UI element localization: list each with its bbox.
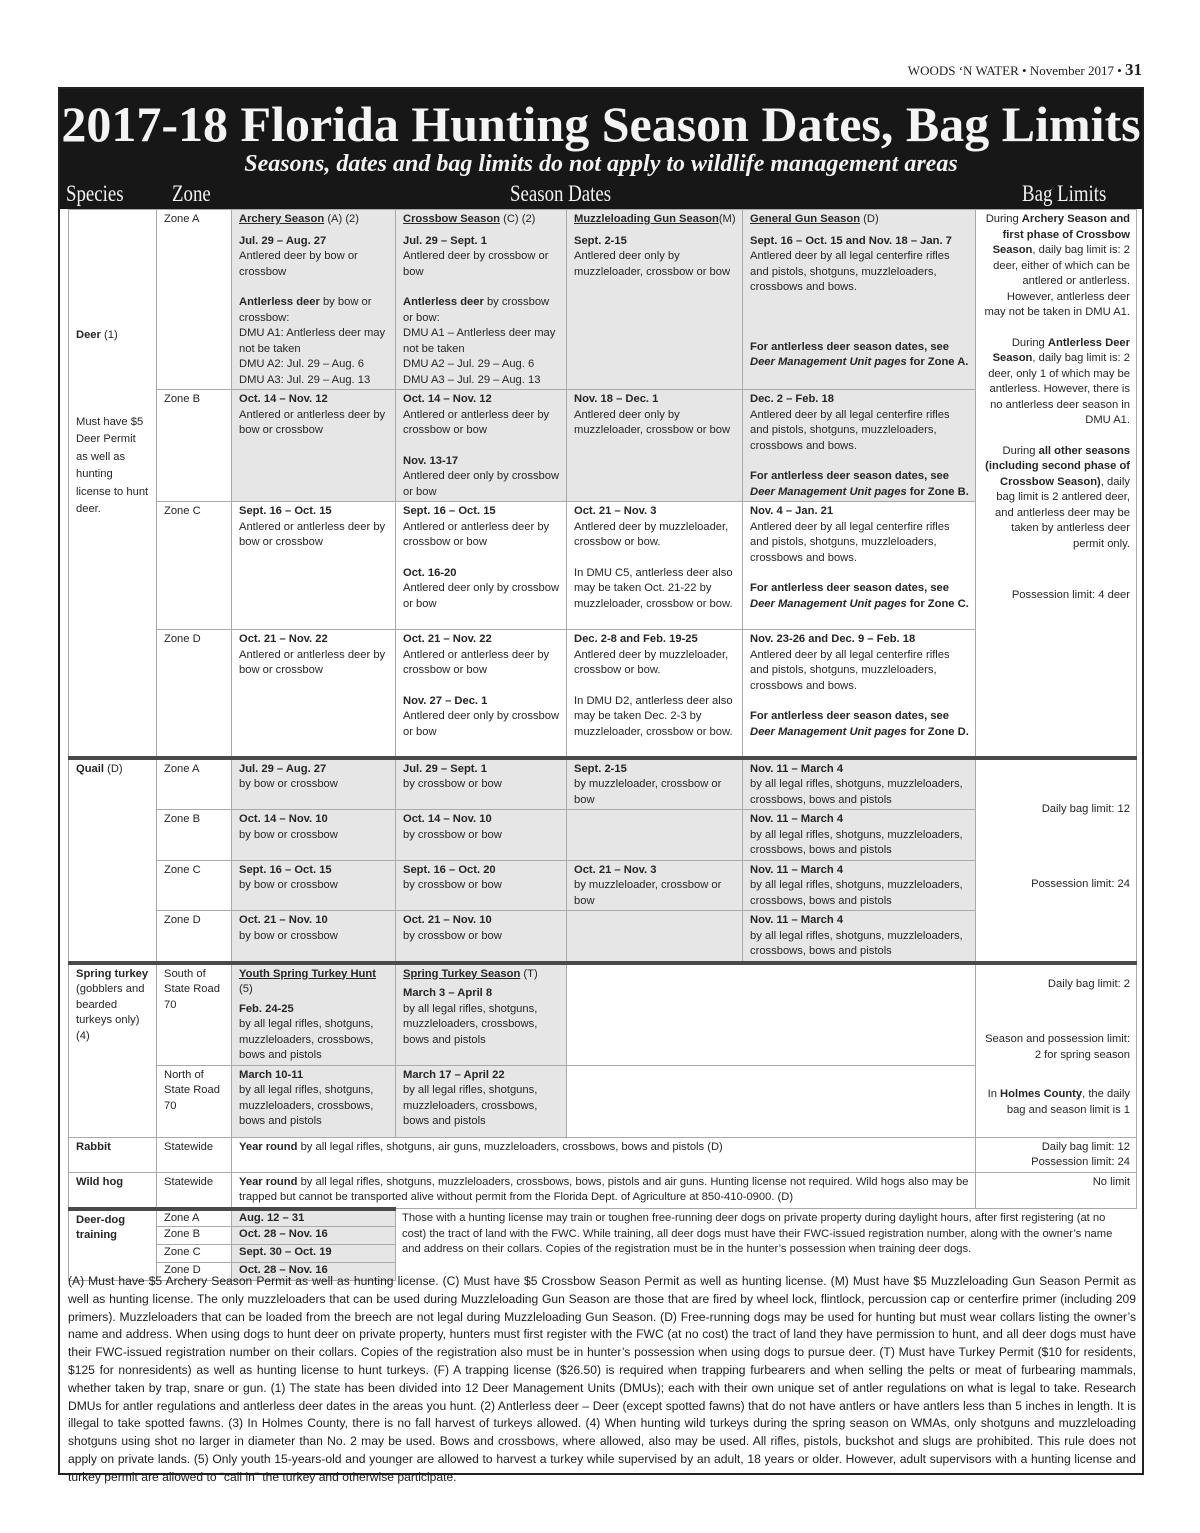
dog-training-note: Those with a hunting license may train or toughen free-running deer dogs on private property during daylight hours, after first registering (at no cost) the tract of land with the FWC. While training, all deer dogs must have their FWC-issued registration number, along with the owner’s name and address on their collars. Copies of the registration must be in the hunter’s possession when training deer dogs. xyxy=(402,1212,1113,1255)
training-dates: Oct. 28 – Nov. 16 xyxy=(232,1227,396,1245)
youth-hunt-cell: March 10-11 by all legal rifles, shotguns, muzzleloaders, crossbows, bows and pistols xyxy=(232,1065,396,1137)
hog-season-cell: Year round by all legal rifles, shotguns, muzzleloaders, crossbows, bows, pistols and air guns. Hunting license not required. Wild hogs also may be trapped but cannot be transported alive without permit from the Florida Dept. of Agriculture at 850-410-0900. (D) xyxy=(232,1172,976,1209)
season-table xyxy=(68,209,1137,1281)
holmes-county-limit: In Holmes County, the daily bag and season limit is 1 xyxy=(987,1088,1130,1116)
dmu-a1-rule: DMU A1 – Antlerless deer may not be taken xyxy=(403,327,556,355)
archery-season-code: (A) (2) xyxy=(327,213,360,225)
rabbit-row xyxy=(69,1137,1137,1172)
species-description: (gobblers and bearded turkeys only) xyxy=(76,983,145,1026)
page-title: 2017-18 Florida Hunting Season Dates, Bag Limits xyxy=(61,96,1141,152)
quail-zone-a-row xyxy=(69,758,1137,810)
crossbow-cell: Oct. 14 – Nov. 12 Antlered or antlerless deer by crossbow or bow Nov. 13-17 Antlered deer only by crossbow or bow xyxy=(396,390,567,502)
muzzleloading-cell: Oct. 21 – Nov. 3 by muzzleloader, crossbow or bow xyxy=(567,860,743,911)
spring-season-cell: Spring Turkey Season (T) March 3 – April 8 by all legal rifles, shotguns, muzzleloaders, crossbows, bows and pistols xyxy=(396,963,567,1066)
species-name: Deer xyxy=(76,329,101,341)
training-dates: Sept. 30 – Oct. 19 xyxy=(232,1245,396,1263)
species-name: Deer-dog training xyxy=(69,1209,157,1281)
spring-season-heading: Spring Turkey Season xyxy=(403,967,521,980)
crossbow-cell: Oct. 14 – Nov. 10 by crossbow or bow xyxy=(396,810,567,861)
hunting-season-chart xyxy=(58,87,1144,1484)
general-gun-cell: Dec. 2 – Feb. 18 Antlered deer by all legal centerfire rifles and pistols, shotguns, muzzleloaders, crossbows and bows. For antlerless deer season dates, see Deer Management Unit pages for Zone B. xyxy=(743,390,976,502)
turkey-south-row xyxy=(69,963,1137,1066)
muzzleloading-cell: Dec. 2-8 and Feb. 19-25 Antlered deer by muzzleloader, crossbow or bow. In DMU D2, antlerless deer also may be taken Dec. 2-3 by muzzleloader, crossbow or bow. xyxy=(567,630,743,758)
zone-label: Zone B xyxy=(157,810,232,861)
muzzleloading-cell: Nov. 18 – Dec. 1 Antlered deer only by muzzleloader, crossbow or bow xyxy=(567,390,743,502)
youth-hunt-cell: Youth Spring Turkey Hunt (5) Feb. 24-25 by all legal rifles, shotguns, muzzleloaders, crossbows, bows and pistols xyxy=(232,963,396,1066)
season-dates: Sept. 2-15 xyxy=(574,234,627,247)
season-desc: Antlered deer by crossbow or bow xyxy=(403,250,549,278)
species-footnote: (D) xyxy=(107,762,123,775)
general-gun-cell xyxy=(743,210,976,390)
archery-cell: Oct. 14 – Nov. 10 by bow or crossbow xyxy=(232,810,396,861)
bag-paragraph-3: During all other seasons (including second phase of Crossbow Season), daily bag limit is 2 antlered deer, and antlerless deer may be taken by antlerless deer permit only. xyxy=(985,444,1130,550)
daily-bag-limit: Daily bag limit: 12 xyxy=(1041,1140,1130,1153)
dmu-reference-note: For antlerless deer season dates, see Deer Management Unit pages for Zone C. xyxy=(750,582,969,610)
spring-season-code: (T) xyxy=(523,967,538,980)
crossbow-cell: Oct. 21 – Nov. 22 Antlered or antlerless deer by crossbow or bow Nov. 27 – Dec. 1 Antlered deer only by crossbow or bow xyxy=(396,630,567,758)
crossbow-season-heading: Crossbow Season xyxy=(403,213,500,225)
hog-bag-limit: No limit xyxy=(976,1172,1137,1209)
dog-zone-a-row xyxy=(69,1209,1137,1227)
deer-bag-limits xyxy=(976,210,1137,758)
antlerless-line: Antlerless deer by crossbow or bow: xyxy=(403,296,550,324)
zone-label: Statewide xyxy=(157,1137,232,1172)
dmu-reference-note: For antlerless deer season dates, see Deer Management Unit pages for Zone D. xyxy=(750,710,969,738)
zone-label: Statewide xyxy=(157,1172,232,1209)
muzzleloading-season-code: (M) xyxy=(718,213,736,225)
zone-label: Zone B xyxy=(157,390,232,502)
archery-cell: Oct. 21 – Nov. 10 by bow or crossbow xyxy=(232,911,396,963)
youth-hunt-code: (5) xyxy=(239,983,253,995)
zone-label: North of State Road 70 xyxy=(157,1065,232,1137)
page-subtitle: Seasons, dates and bag limits do not apply to wildlife management areas xyxy=(244,151,958,177)
dmu-a2-rule: DMU A2: Jul. 29 – Aug. 6 xyxy=(239,358,364,370)
archery-cell xyxy=(232,210,396,390)
crossbow-cell: Sept. 16 – Oct. 20 by crossbow or bow xyxy=(396,860,567,911)
archery-cell: Oct. 14 – Nov. 12 Antlered or antlerless deer by bow or crossbow xyxy=(232,390,396,502)
zone-label: Zone C xyxy=(157,860,232,911)
footnotes: (A) Must have $5 Archery Season Permit as well as hunting license. (C) Must have $5 Crossbow Season Permit as well as hunting license. (M) Must have $5 Muzzleloading Gun Season Permit as well as hunting license. The only muzzleloaders that can be used during Muzzleloading Gun Season are those that are fired by wheel lock, flintlock, percussion cap or centerfire primer (including 209 primers). Muzzleloaders that can be loaded from the breech are not legal during Muzzleloading Gun Season. (D) Free-running dogs may be used for hunting but must wear collars listing the owner’s name and address. When using dogs to hunt deer on private property, hunters must first register with the FWC (at no cost) the tract of land they have permission to hunt, and all deer dogs must have their FWC-issued registration number on their collars. Copies of the registration also must be in hunter’s possession when using dogs to pursue deer. (T) Must have Turkey Permit ($10 for residents, $125 for nonresidents) as well as hunting license to hunt turkeys. (F) A trapping license ($26.50) is required when trapping furbearers and when selling the pelts or meat of furbearing mammals, whether taken by trap, snare or gun. (1) The state has been divided into 12 Deer Management Units (DMUs); each with their own unique set of antler regulations on what is legal to take. Research DMUs for antler regulations and antlerless deer dates in the areas you hunt. (2) Antlerless deer – Deer (except spotted fawns) that do not have antlers or have antlers less than 5 inches in length. It is illegal to take spotted fawns. (3) In Holmes County, there is no fall harvest of turkeys allowed. (4) When hunting wild turkeys during the spring season on WMAs, only shotguns and muzzleloading shotguns using shot no larger in diameter than No. 2 may be used. Bows and crossbows, where allowed, also may be used. All rifles, pistols, buckshot and slugs are prohibited. This rule does not apply on private lands. (5) Only youth 15-years-old and younger are allowed to harvest a turkey while supervised by an adult, 18 years or older. However, adult supervisors with a hunting license and turkey permit are allowed to “call in” the turkey and otherwise participate. xyxy=(68,1274,1136,1484)
species-name: Spring turkey xyxy=(76,967,149,980)
zone-label: Zone D xyxy=(157,1263,232,1281)
daily-bag-limit: Daily bag limit: 12 xyxy=(1041,802,1130,815)
general-gun-cell: Nov. 11 – March 4 by all legal rifles, shotguns, muzzleloaders, crossbows, bows and pistols xyxy=(743,860,976,911)
archery-cell: Sept. 16 – Oct. 15 by bow or crossbow xyxy=(232,860,396,911)
dmu-reference-note: For antlerless deer season dates, see Deer Management Unit pages for Zone A. xyxy=(750,340,969,368)
zone-label: Zone D xyxy=(157,911,232,963)
muzzleloading-cell xyxy=(567,911,743,963)
zone-label: Zone B xyxy=(157,1227,232,1245)
youth-hunt-heading: Youth Spring Turkey Hunt xyxy=(239,967,376,980)
species-footnote: (1) xyxy=(104,329,118,341)
muzzleloading-cell: Oct. 21 – Nov. 3 Antlered deer by muzzleloader, crossbow or bow. In DMU C5, antlerless deer also may be taken Oct. 21-22 by muzzleloader, crossbow or bow. xyxy=(567,502,743,630)
deer-species-cell xyxy=(69,210,157,758)
species-name: Rabbit xyxy=(69,1137,157,1172)
turkey-bag-limits xyxy=(976,963,1137,1138)
season-desc: Antlered deer by all legal centerfire rifles and pistols, shotguns, muzzleloaders, crossbows and bows. xyxy=(750,250,950,293)
general-gun-cell: Nov. 11 – March 4 by all legal rifles, shotguns, muzzleloaders, crossbows, bows and pistols xyxy=(743,810,976,861)
empty-cell xyxy=(567,1065,976,1137)
general-gun-cell: Nov. 23-26 and Dec. 9 – Feb. 18 Antlered deer by all legal centerfire rifles and pistols, shotguns, muzzleloaders, crossbows and bows. For antlerless deer season dates, see Deer Management Unit pages for Zone D. xyxy=(743,630,976,758)
possession-limit: Possession limit: 24 xyxy=(1031,878,1130,890)
archery-cell: Jul. 29 – Aug. 27 by bow or crossbow xyxy=(232,758,396,810)
crossbow-cell: Oct. 21 – Nov. 10 by crossbow or bow xyxy=(396,911,567,963)
crossbow-season-code: (C) (2) xyxy=(503,213,536,225)
zone-label: Zone D xyxy=(157,630,232,758)
column-header-season-dates: Season Dates xyxy=(510,181,612,206)
muzzleloading-cell: Sept. 2-15 by muzzleloader, crossbow or bow xyxy=(567,758,743,810)
dmu-a3-rule: DMU A3: Jul. 29 – Aug. 13 xyxy=(239,373,371,386)
deer-permit-note: Must have $5 Deer Permit as well as hunting license to hunt deer. xyxy=(76,415,149,515)
species-footnote: (4) xyxy=(76,1029,90,1042)
bag-paragraph-2: During Antlerless Deer Season, daily bag limit is: 2 deer, only 1 of which may be antlerless. However, there is no antlerless deer season in DMU A1. xyxy=(988,336,1130,426)
season-desc: Antlered deer only by muzzleloader, crossbow or bow xyxy=(574,250,731,278)
zone-label: Zone A xyxy=(157,1209,232,1227)
archery-cell: Oct. 21 – Nov. 22 Antlered or antlerless deer by bow or crossbow xyxy=(232,630,396,758)
general-gun-season-code: (D) xyxy=(863,213,879,225)
crossbow-cell: Jul. 29 – Sept. 1 by crossbow or bow xyxy=(396,758,567,810)
column-header-species: Species xyxy=(66,181,124,206)
training-dates: Aug. 12 – 31 xyxy=(232,1209,396,1227)
training-dates: Oct. 28 – Nov. 16 xyxy=(232,1263,396,1281)
deer-zone-a-row xyxy=(69,210,1137,390)
column-header-zone: Zone xyxy=(172,181,211,206)
possession-limit: Possession limit: 24 xyxy=(1031,1156,1130,1168)
season-dates: Sept. 16 – Oct. 15 and Nov. 18 – Jan. 7 xyxy=(750,234,952,247)
dmu-reference-note: For antlerless deer season dates, see Deer Management Unit pages for Zone B. xyxy=(750,470,969,498)
zone-label: South of State Road 70 xyxy=(157,963,232,1066)
crossbow-cell: Sept. 16 – Oct. 15 Antlered or antlerless deer by crossbow or bow Oct. 16-20 Antlered deer only by crossbow or bow xyxy=(396,502,567,630)
general-gun-cell: Nov. 11 – March 4 by all legal rifles, shotguns, muzzleloaders, crossbows, bows and pistols xyxy=(743,758,976,810)
running-head xyxy=(908,60,1142,80)
zone-label: Zone A xyxy=(157,758,232,810)
antlerless-line: Antlerless deer by bow or crossbow: xyxy=(239,296,372,324)
rabbit-bag-limits xyxy=(976,1137,1137,1172)
species-name: Quail xyxy=(76,762,104,775)
archery-season-heading: Archery Season xyxy=(239,213,325,225)
crossbow-cell xyxy=(396,210,567,390)
archery-cell: Sept. 16 – Oct. 15 Antlered or antlerless deer by bow or crossbow xyxy=(232,502,396,630)
muzzleloading-cell xyxy=(567,810,743,861)
season-possession-limit: Season and possession limit: 2 for spring season xyxy=(985,1033,1130,1061)
zone-label: Zone C xyxy=(157,502,232,630)
dmu-a3-rule: DMU A3 – Jul. 29 – Aug. 13 xyxy=(403,373,541,386)
quail-species-cell xyxy=(69,758,157,963)
title-banner xyxy=(60,89,1142,209)
muzzleloading-cell xyxy=(567,210,743,390)
zone-label: Zone C xyxy=(157,1245,232,1263)
season-desc: Antlered deer by bow or crossbow xyxy=(239,250,358,278)
spring-season-cell: March 17 – April 22 by all legal rifles, shotguns, muzzleloaders, crossbows, bows and pistols xyxy=(396,1065,567,1137)
general-gun-season-heading: General Gun Season xyxy=(750,213,861,225)
season-dates: Jul. 29 – Aug. 27 xyxy=(239,234,327,247)
general-gun-cell: Nov. 11 – March 4 by all legal rifles, shotguns, muzzleloaders, crossbows, bows and pistols xyxy=(743,911,976,963)
season-dates: Jul. 29 – Sept. 1 xyxy=(403,234,487,247)
turkey-species-cell xyxy=(69,963,157,1138)
page-number: 31 xyxy=(1125,60,1142,79)
possession-limit: Possession limit: 4 deer xyxy=(1011,589,1130,601)
general-gun-cell: Nov. 4 – Jan. 21 Antlered deer by all legal centerfire rifles and pistols, shotguns, muzzleloaders, crossbows and bows. For antlerless deer season dates, see Deer Management Unit pages for Zone C. xyxy=(743,502,976,630)
zone-label: Zone A xyxy=(157,210,232,390)
muzzleloading-season-heading: Muzzleloading Gun Season xyxy=(574,213,719,225)
species-name: Wild hog xyxy=(69,1172,157,1209)
daily-bag-limit: Daily bag limit: 2 xyxy=(1047,977,1130,990)
empty-cell xyxy=(567,963,976,1066)
quail-bag-limits xyxy=(976,758,1137,963)
bag-paragraph-1: During Archery Season and first phase of Crossbow Season, daily bag limit is: 2 deer, either of which can be antlered or antlerless. However, antlerless deer may not be taken in DMU A1. xyxy=(984,213,1130,318)
wild-hog-row xyxy=(69,1172,1137,1209)
column-header-bag-limits: Bag Limits xyxy=(1022,181,1107,206)
publication-line: WOODS ‘N WATER • November 2017 • xyxy=(907,63,1122,78)
rabbit-season-cell: Year round by all legal rifles, shotguns, air guns, muzzleloaders, crossbows, bows and pistols (D) xyxy=(232,1137,976,1172)
dmu-a2-rule: DMU A2 – Jul. 29 – Aug. 6 xyxy=(403,358,535,370)
dmu-a1-rule: DMU A1: Antlerless deer may not be taken xyxy=(239,327,386,355)
